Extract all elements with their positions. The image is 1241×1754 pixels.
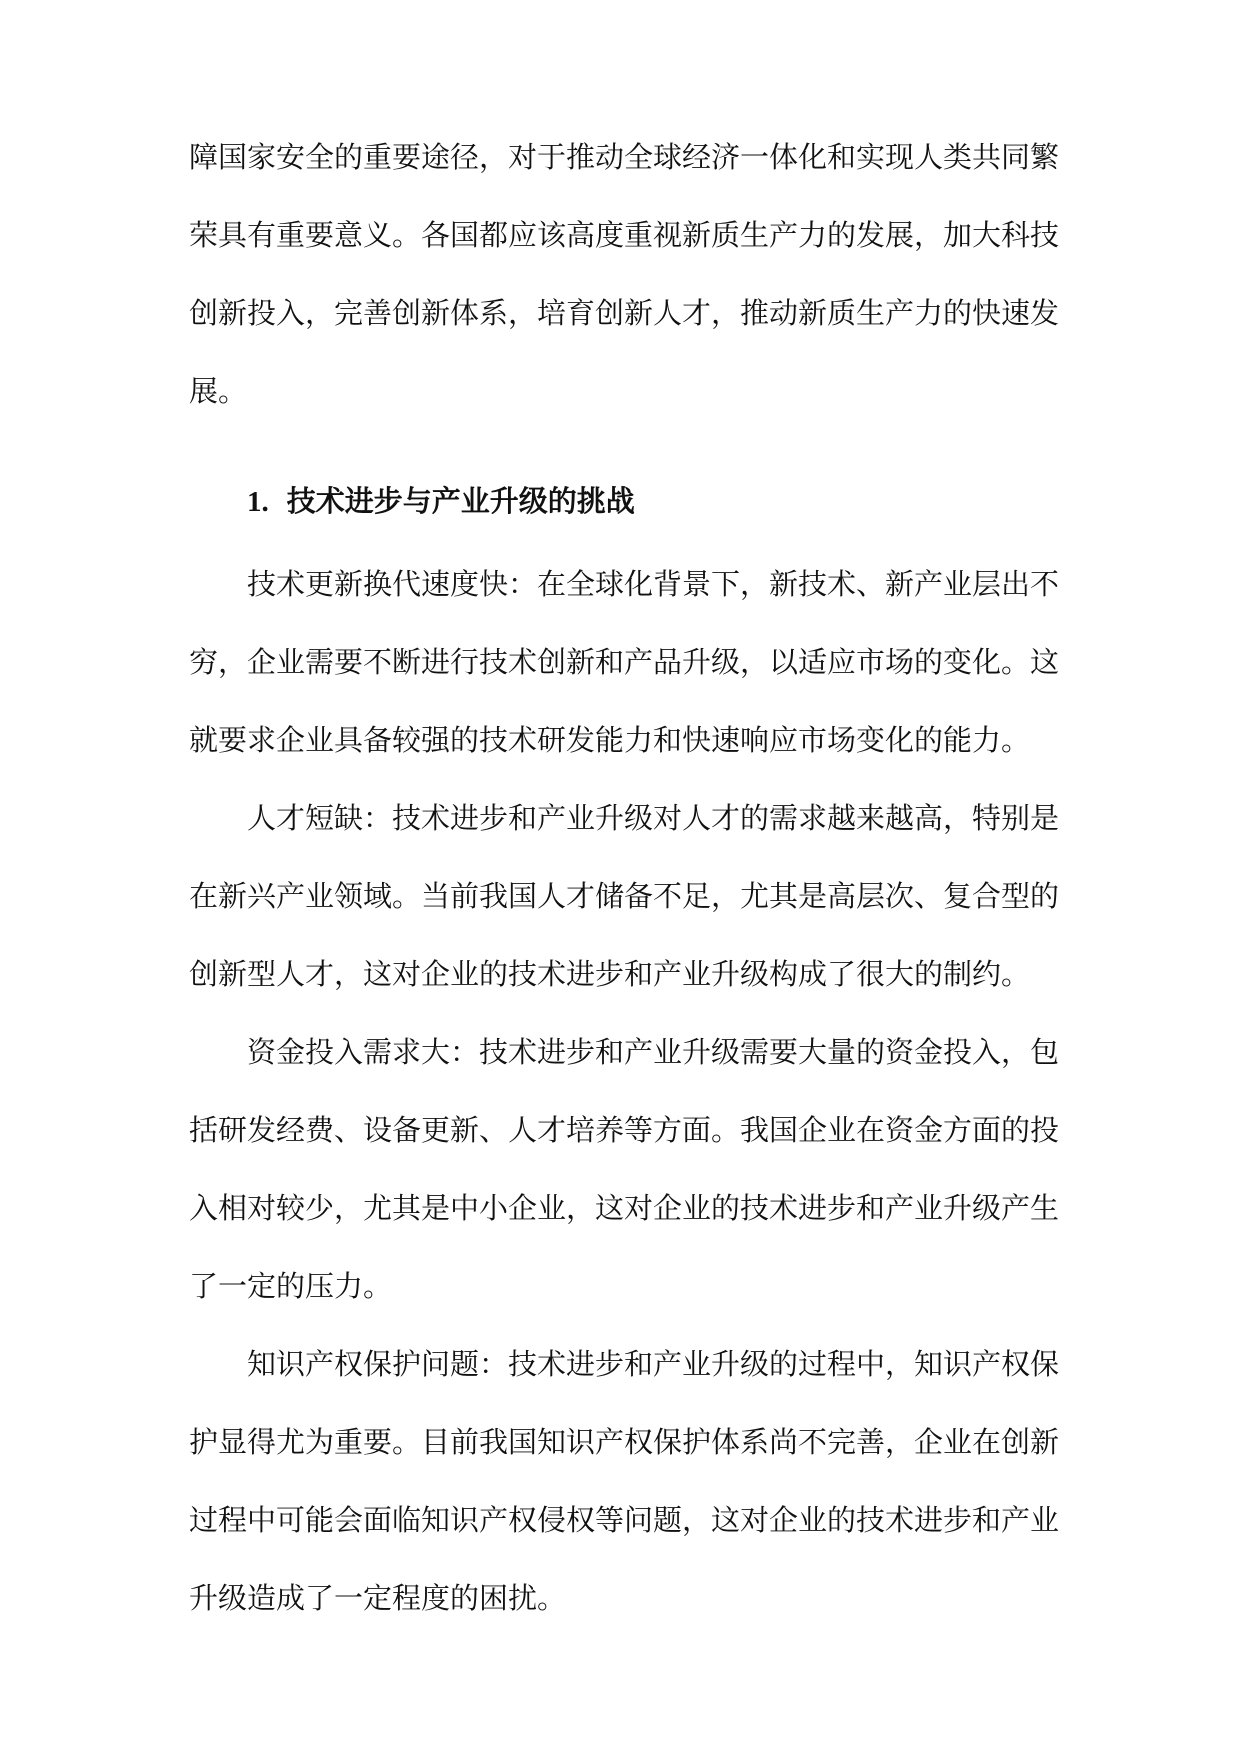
section-title: 技术进步与产业升级的挑战 [286, 484, 635, 518]
body-paragraph: 技术更新换代速度快：在全球化背景下，新技术、新产业层出不穷，企业需要不断进行技术创新和产品升级，以适应市场的变化。这就要求企业具备较强的技术研发能力和快速响应市场变化的能力。 [189, 567, 1060, 757]
section-number: 1. [247, 486, 269, 518]
body-paragraph: 知识产权保护问题：技术进步和产业升级的过程中，知识产权保护显得尤为重要。目前我国知识产权保护体系尚不完善，企业在创新过程中可能会面临知识产权侵权等问题，这对企业的技术进步和产业升级造成了一定程度的困扰。 [189, 1347, 1060, 1615]
section-heading [189, 462, 1059, 541]
body-paragraph: 资金投入需求大：技术进步和产业升级需要大量的资金投入，包括研发经费、设备更新、人才培养等方面。我国企业在资金方面的投入相对较少，尤其是中小企业，这对企业的技术进步和产业升级产生了一定的压力。 [189, 1035, 1060, 1303]
continuation-paragraph: 障国家安全的重要途径，对于推动全球经济一体化和实现人类共同繁荣具有重要意义。各国都应该高度重视新质生产力的发展，加大科技创新投入，完善创新体系，培育创新人才，推动新质生产力的快速发展。 [189, 140, 1060, 408]
document-page [189, 118, 1059, 1637]
body-paragraph: 人才短缺：技术进步和产业升级对人才的需求越来越高，特别是在新兴产业领域。当前我国人才储备不足，尤其是高层次、复合型的创新型人才，这对企业的技术进步和产业升级构成了很大的制约。 [189, 801, 1060, 991]
